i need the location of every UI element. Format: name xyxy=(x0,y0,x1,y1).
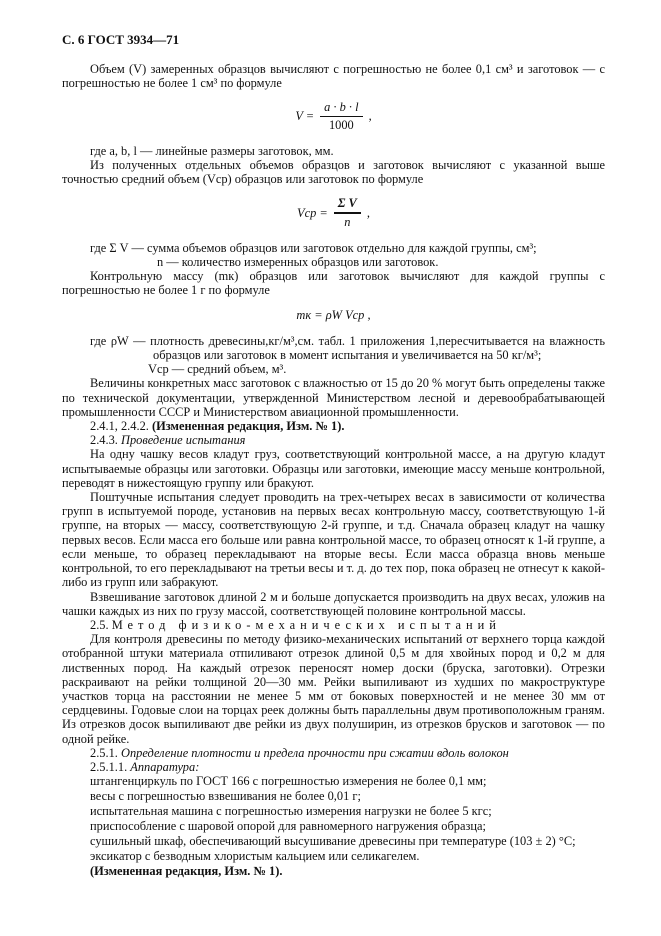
section-title: Проведение испытания xyxy=(121,433,246,448)
formula-numerator: Σ V xyxy=(334,196,361,213)
section-number: 2.5.1. xyxy=(90,745,118,760)
equipment-item: эксикатор с безводным хлористым кальцием или селикагелем. xyxy=(90,849,420,864)
where-sum: где Σ V — сумма объемов образцов или заготовок отдельно для каждой группы, см³; xyxy=(90,240,537,255)
equipment-item: весы с погрешностью взвешивания не более 0,01 г; xyxy=(90,789,361,804)
paragraph-specific-masses: Величины конкретных масс заготовок с влажностью от 15 до 20 % могут быть определены также по технической документации, утвержденной Министерством лесной и деревообрабатывающей промышленности СССР и Министерством авиационной промышленности. xyxy=(62,376,605,419)
section-title: Определение плотности и предела прочности при сжатии вдоль волокон xyxy=(121,745,509,760)
section-2-4-1 xyxy=(62,419,605,433)
paragraph-weighing: На одну чашку весов кладут груз, соответствующий контрольной массе, а на другую кладут испытываемые образцы или заготовки. Образцы или заготовки, имеющие массу меньше контрольной, переводят в нижестоящую группу или бракуют. xyxy=(62,447,605,490)
formula-denominator: 1000 xyxy=(328,117,354,132)
section-title: Аппаратура: xyxy=(130,759,200,774)
formula-tail: , xyxy=(368,109,372,123)
paragraph-volume: Объем (V) замеренных образцов вычисляют с погрешностью не более 0,1 см³ и заготовок — с погрешностью не более 1 см³ по формуле xyxy=(62,62,605,91)
equipment-item: штангенциркуль по ГОСТ 166 с погрешностью измерения не более 0,1 мм; xyxy=(90,774,487,789)
where-mean-volume: Vср — средний объем, м³. xyxy=(148,362,287,377)
section-2-5-1-1 xyxy=(62,760,605,774)
section-2-4-3 xyxy=(62,433,605,447)
formula-lhs: Vср = xyxy=(297,205,328,220)
equipment-item: сушильный шкаф, обеспечивающий высушивание древесины при температуре (103 ± 2) °С; xyxy=(90,834,576,849)
section-number: 2.5.1.1. xyxy=(90,759,128,774)
where-dimensions: где a, b, l — линейные размеры заготовок, мм. xyxy=(90,143,334,158)
document-page xyxy=(62,32,605,879)
section-number: 2.4.1, 2.4.2. xyxy=(90,419,149,434)
formula-volume xyxy=(62,100,605,131)
equipment-item: приспособление с шаровой опорой для равномерного нагружения образца; xyxy=(90,819,486,834)
formula-lhs: V = xyxy=(295,109,315,123)
section-number: 2.4.3. xyxy=(90,433,118,448)
formula-denominator: n xyxy=(344,214,351,229)
where-density: где ρW — плотность древесины,кг/м³,см. табл. 1 приложения 1,пересчитывается на влажность образцов или заготовок в момент испытания и увеличивается на 50 кг/м³; xyxy=(90,333,605,363)
section-number: 2.5. xyxy=(90,617,109,632)
paragraph-control-mass: Контрольную массу (mк) образцов или заготовок вычисляют для каждой группы с погрешностью не более 1 г по формуле xyxy=(62,269,605,298)
paragraph-physmech: Для контроля древесины по методу физико-механических испытаний от верхнего торца каждой отобранной штуки материала отпиливают отрезок длиной 0,5 м для хвойных пород и 0,2 м для лиственных пород. На каждый отрезок переносят номер доски (бруска, заготовки). Отрезки раскраивают на рейки толщиной 20—30 мм. Рейки выпиливают из худших по макроструктуре участков торца на расстоянии не менее 5 мм от боковых поверхностей и не менее 30 мм от сердцевины. Годовые слои на торцах реек должны быть параллельны двум противоположным граням. Из отрезков досок выпиливают две рейки из двух полуширин, из отрезков брусков и заготовок — по одной рейке. xyxy=(62,632,605,746)
section-2-5 xyxy=(62,618,605,632)
paragraph-mean-volume: Из полученных отдельных объемов образцов и заготовок вычисляют с указанной выше точностью средний объем (Vср) образцов или заготовок по формуле xyxy=(62,158,605,187)
formula-numerator: a · b · l xyxy=(320,100,362,116)
paragraph-piece-tests: Поштучные испытания следует проводить на трех-четырех весах в зависимости от количества групп в испытуемой породе, установив на первых весах контрольную массу, соответствующую 1-й группе, на вторых — массу, соответствующую 2-й группе, и т.д. Сначала образец кладут на чашку первых весов. Если масса его больше или равна контрольной массе, то образец относят к 1-й группе, а если меньше, то образец перекладывают на вторые весы. Если масса образца вновь меньше контрольной, то его перекладывают на третьи весы и т. д. до тех пор, пока образец не отнесут к какой-либо из групп или забракуют. xyxy=(62,490,605,590)
amendment-note: (Измененная редакция, Изм. № 1). xyxy=(151,419,345,434)
section-2-5-1 xyxy=(62,746,605,760)
formula-control-mass: mк = ρW Vср , xyxy=(296,307,371,322)
equipment-item: испытательная машина с погрешностью измерения нагрузки не более 5 кгс; xyxy=(90,804,492,819)
equipment-list xyxy=(62,774,605,879)
amendment-note: (Измененная редакция, Изм. № 1). xyxy=(90,864,283,879)
formula-mean-volume xyxy=(62,196,605,228)
formula-tail: , xyxy=(366,205,370,220)
section-title: Метод физико-механических испытаний xyxy=(111,617,501,632)
paragraph-long-blanks: Взвешивание заготовок длиной 2 м и больше допускается производить на двух весах, уложив на чашки каждых из них по грузу массой, соответствующей половине контрольной массы. xyxy=(62,589,605,618)
where-n: n — количество измеренных образцов или заготовок. xyxy=(157,255,439,270)
page-header: С. 6 ГОСТ 3934—71 xyxy=(62,32,180,47)
